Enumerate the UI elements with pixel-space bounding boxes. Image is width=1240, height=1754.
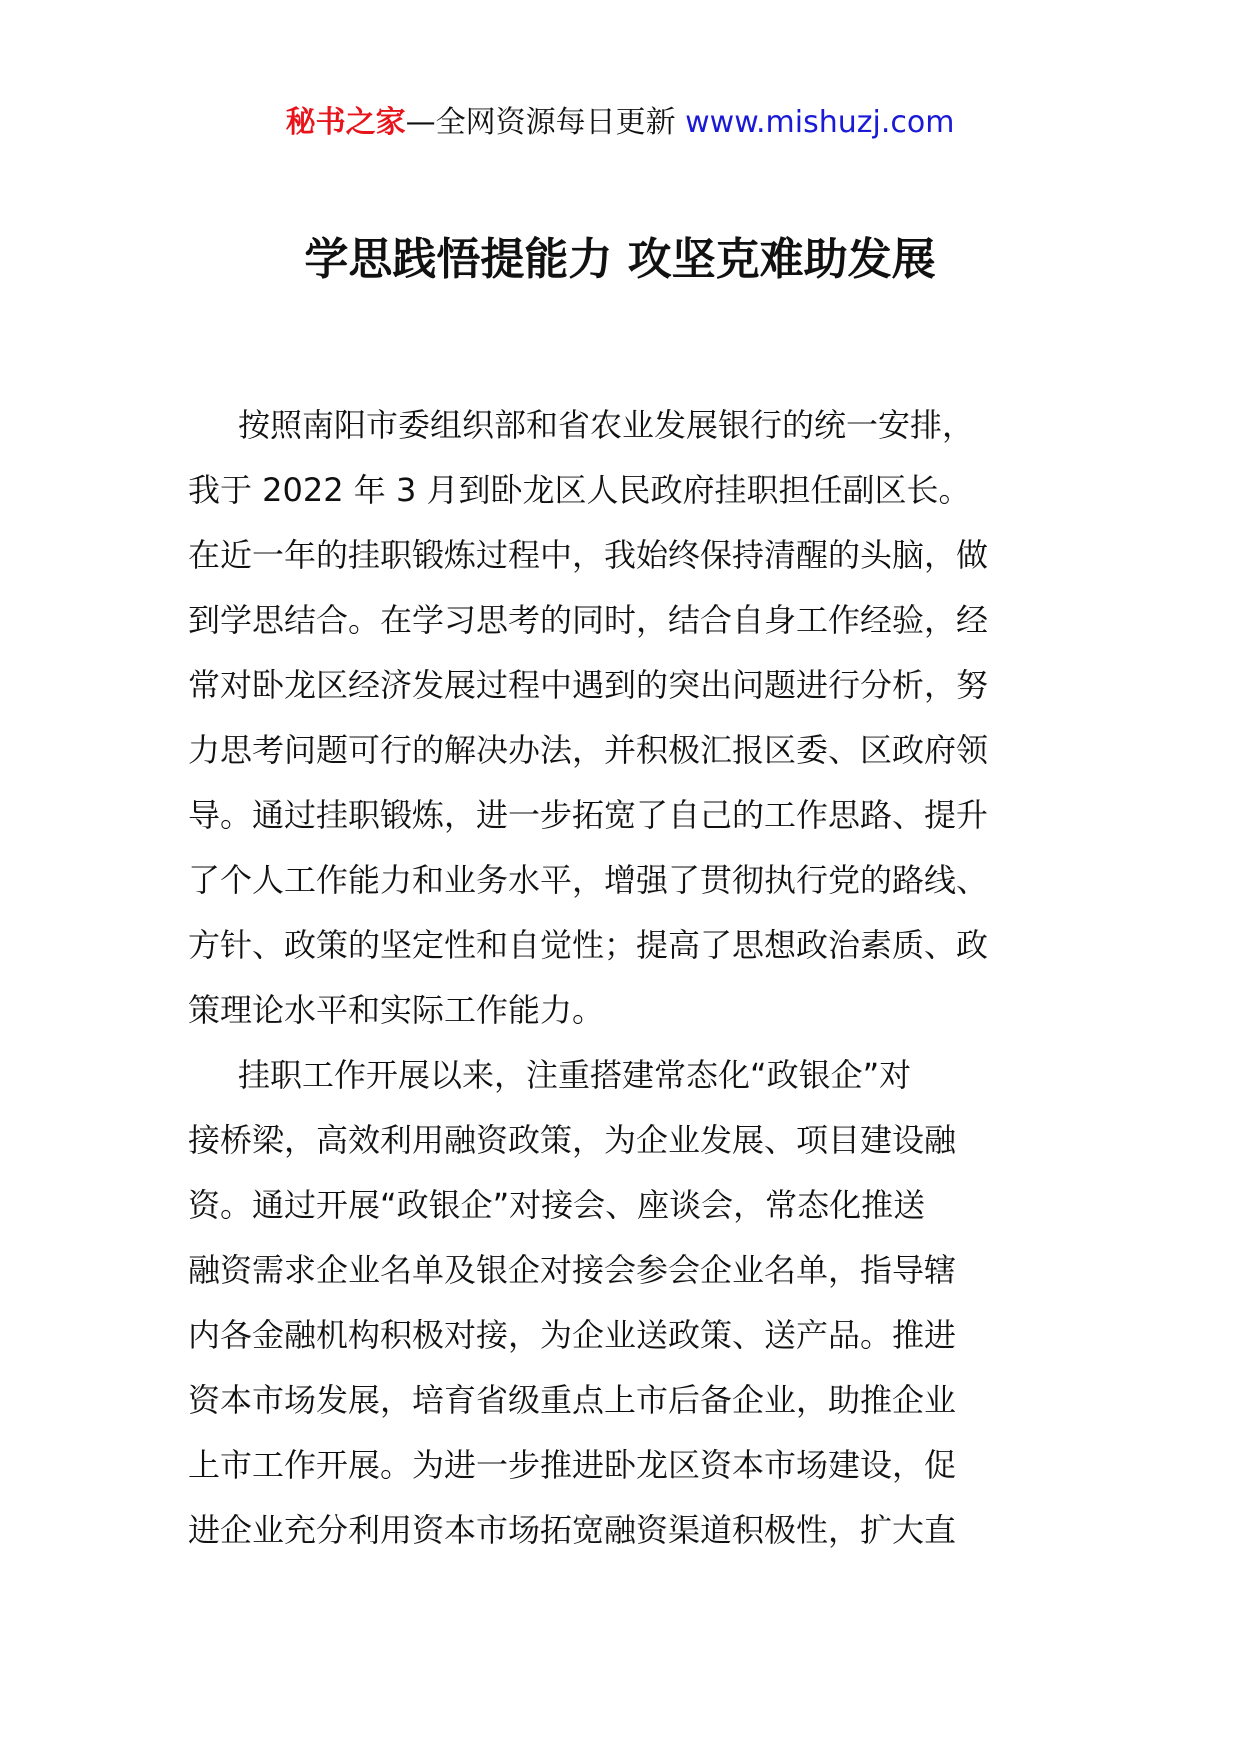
paragraph-line: 接桥梁，高效利用融资政策，为企业发展、项目建设融 [188, 1121, 957, 1159]
site-url-link[interactable]: www.mishuzj.com [685, 105, 955, 140]
paragraph-line: 我于 2022 年 3 月到卧龙区人民政府挂职担任副区长。 [188, 471, 971, 509]
paragraph-line: 按照南阳市委组织部和省农业发展银行的统一安排， [238, 406, 975, 444]
paragraph-line: 方针、政策的坚定性和自觉性；提高了思想政治素质、政 [188, 926, 989, 964]
paragraph-line: 内各金融机构积极对接，为企业送政策、送产品。推进 [188, 1316, 957, 1354]
paragraph-line: 力思考问题可行的解决办法，并积极汇报区委、区政府领 [188, 731, 989, 769]
paragraph-line: 在近一年的挂职锻炼过程中，我始终保持清醒的头脑，做 [188, 536, 989, 574]
paragraph-line: 资。通过开展“政银企”对接会、座谈会，常态化推送 [188, 1186, 926, 1224]
paragraph-line: 挂职工作开展以来，注重搭建常态化“政银企”对 [238, 1056, 912, 1094]
paragraph-line: 进企业充分利用资本市场拓宽融资渠道积极性，扩大直 [188, 1511, 957, 1549]
paragraph-line: 融资需求企业名单及银企对接会参会企业名单，指导辖 [188, 1251, 957, 1289]
paragraph-line: 了个人工作能力和业务水平，增强了贯彻执行党的路线、 [188, 861, 989, 899]
site-header [0, 101, 1240, 145]
paragraph-line: 常对卧龙区经济发展过程中遇到的突出问题进行分析，努 [188, 666, 989, 704]
paragraph-line: 到学思结合。在学习思考的同时，结合自身工作经验，经 [188, 601, 989, 639]
site-brand: 秘书之家 [285, 105, 406, 140]
document-title: 学思践悟提能力 攻坚克难助发展 [304, 234, 936, 285]
paragraph-line: 资本市场发展，培育省级重点上市后备企业，助推企业 [188, 1381, 957, 1419]
site-tagline: —全网资源每日更新 [405, 105, 686, 140]
document-body [188, 393, 1068, 1563]
paragraph-line: 策理论水平和实际工作能力。 [188, 991, 605, 1029]
paragraph-line: 上市工作开展。为进一步推进卧龙区资本市场建设，促 [188, 1446, 957, 1484]
paragraph-line: 导。通过挂职锻炼，进一步拓宽了自己的工作思路、提升 [188, 796, 989, 834]
